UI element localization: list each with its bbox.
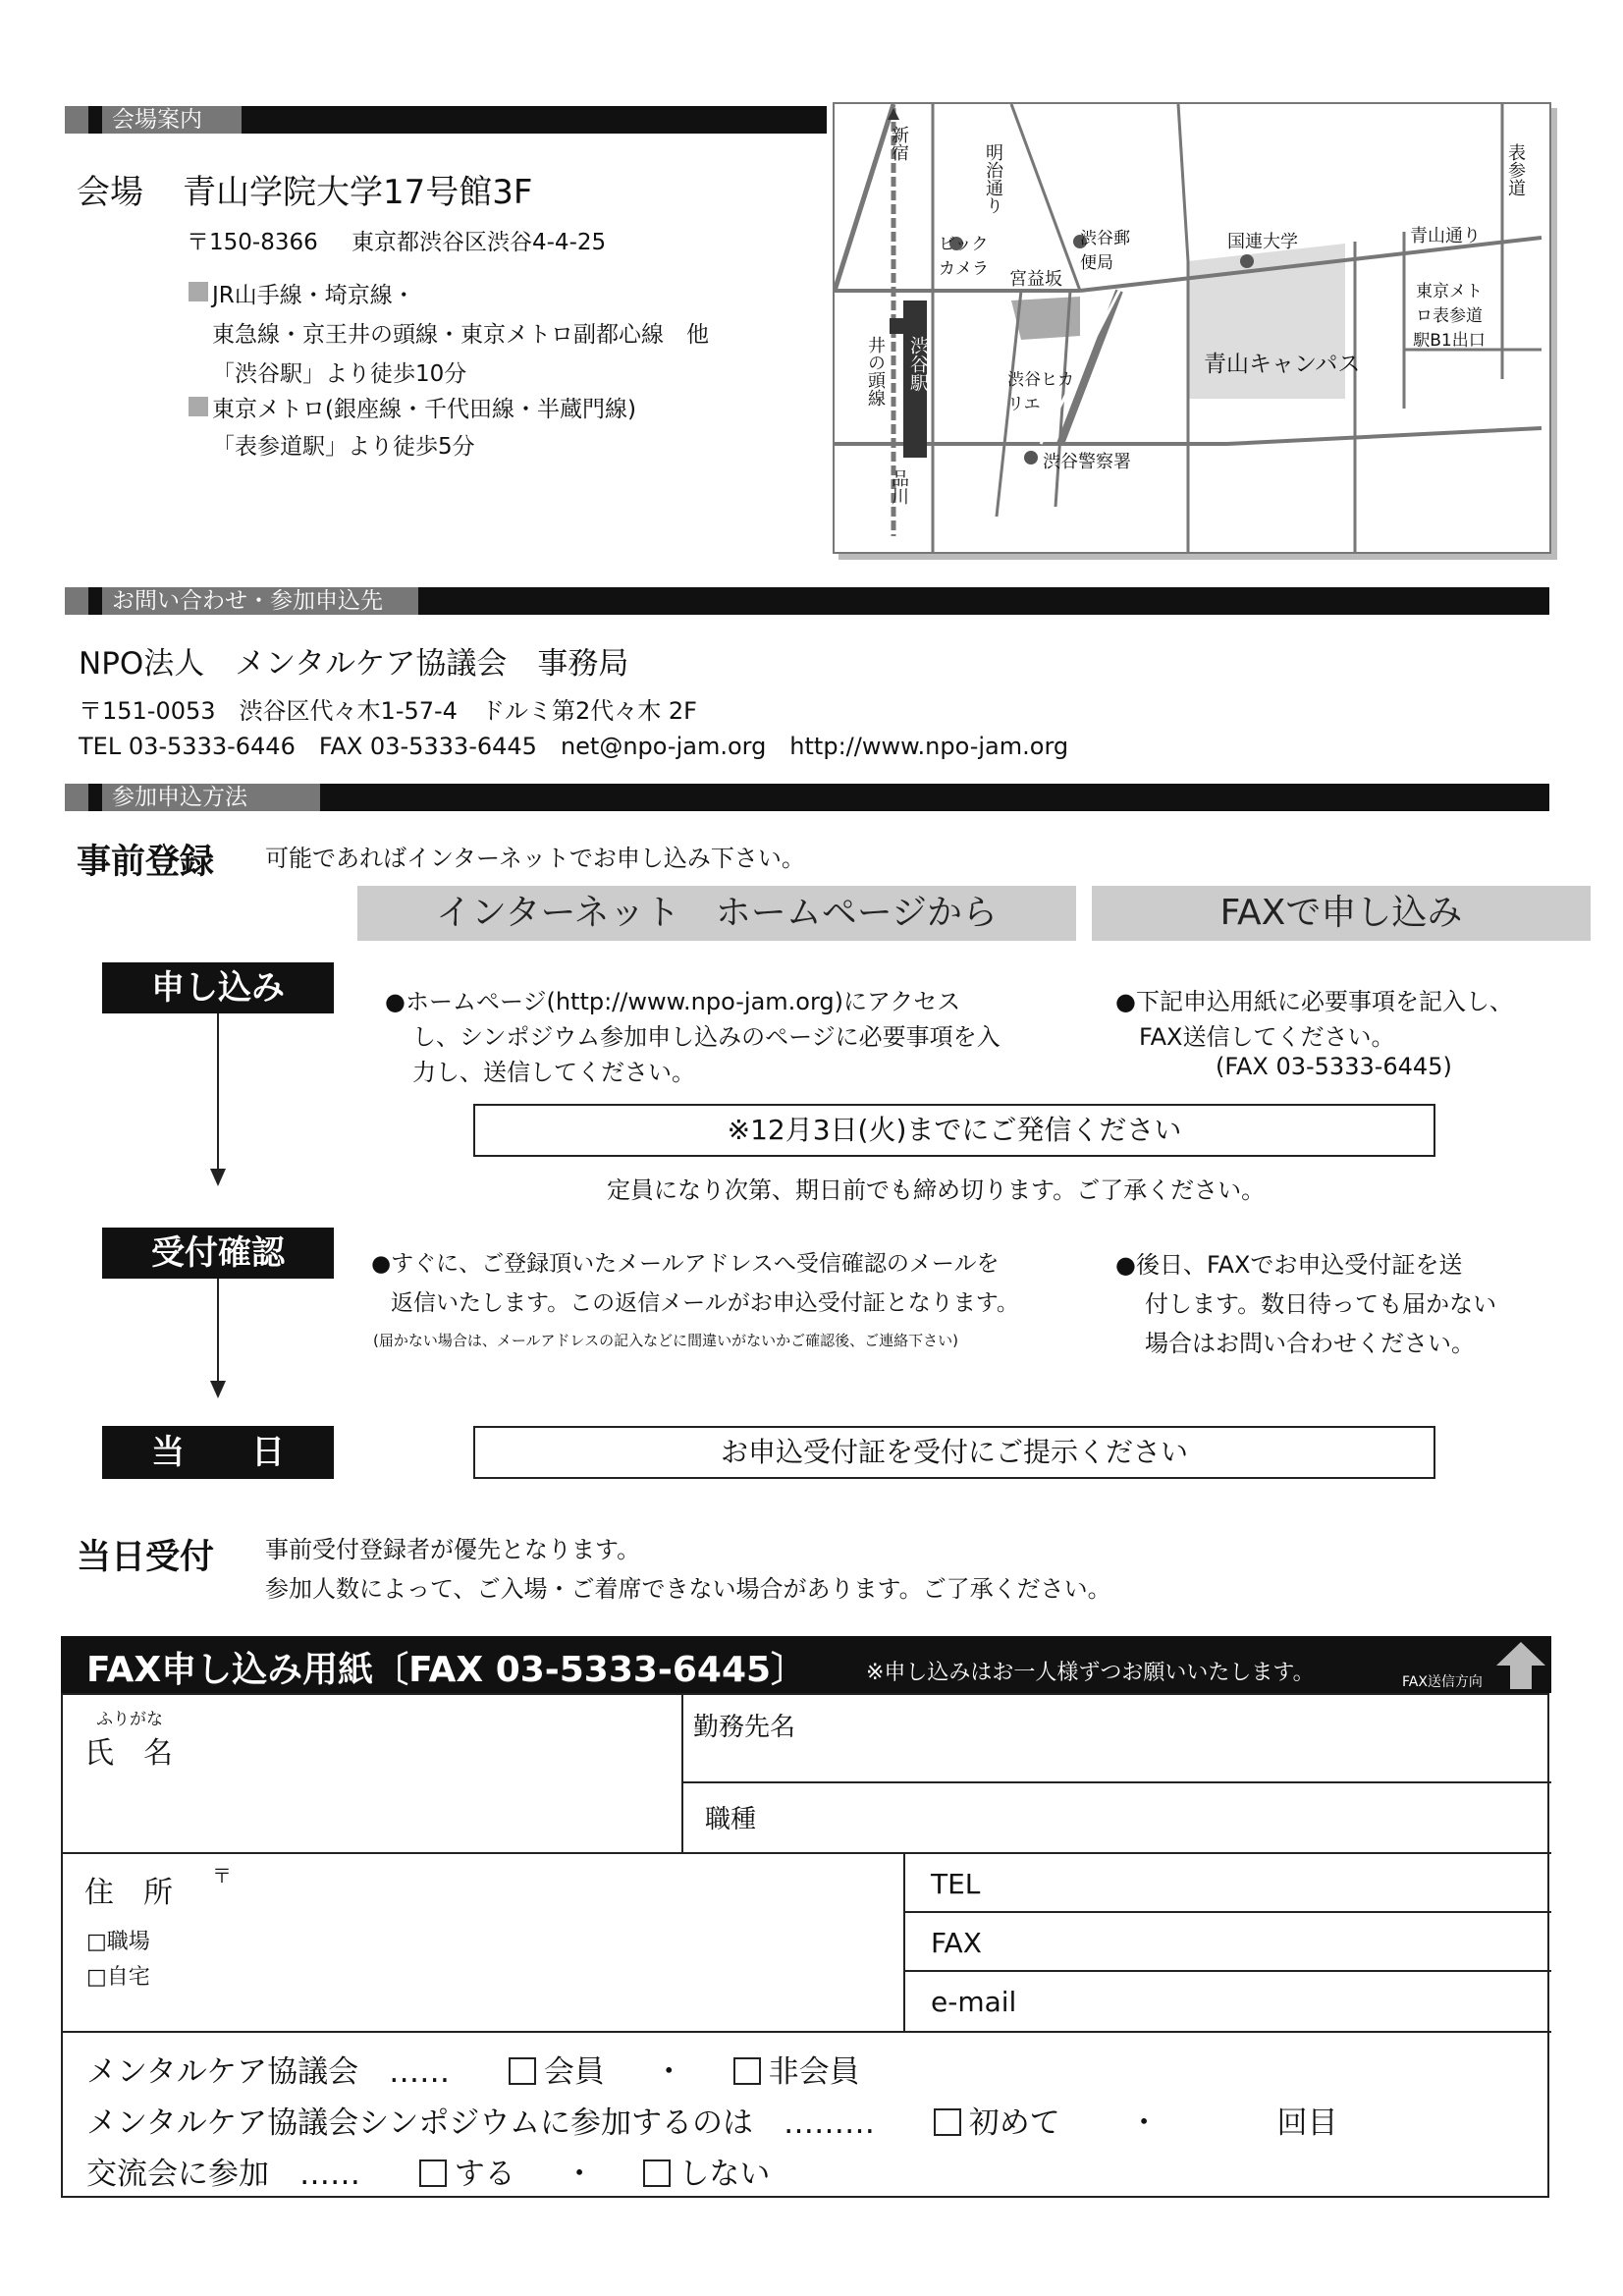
- map-inokashira: 井の頭線: [865, 336, 886, 407]
- fax-label[interactable]: FAX: [931, 1927, 982, 1959]
- q3-yes-checkbox[interactable]: [419, 2159, 447, 2187]
- divider-address-row: [61, 2031, 1551, 2033]
- venue-access-4: 東京メトロ(銀座線・千代田線・半蔵門線): [212, 397, 636, 422]
- pre-text: 可能であればインターネットでお申し込み下さい。: [265, 845, 805, 872]
- step1-fax-3: (FAX 03-5333-6445): [1216, 1053, 1452, 1080]
- divider-name-workplace: [681, 1693, 683, 1854]
- venue-label: 会場: [77, 173, 143, 212]
- map-shinjuku: 新宿: [889, 126, 909, 161]
- contact-address: 〒151-0053 渋谷区代々木1-57-4 ドルミ第2代々木 2F: [79, 697, 697, 725]
- q2-label: メンタルケア協議会シンポジウムに参加するのは ………: [86, 2105, 876, 2141]
- step2-fax-3: 場合はお問い合わせください。: [1145, 1330, 1475, 1357]
- step1-arrow-line: [217, 1013, 219, 1171]
- form-title: FAX申し込み用紙〔FAX 03-5333-6445〕: [86, 1650, 807, 1690]
- step3-box: お申込受付証を受付にご提示ください: [473, 1426, 1435, 1479]
- form-direction: FAX送信方向: [1402, 1674, 1483, 1690]
- step1-label: 申し込み: [102, 962, 334, 1013]
- map-campus: 青山キャンパス: [1204, 352, 1361, 377]
- map-shibuya-post: 渋谷郵便局: [1080, 229, 1130, 273]
- map-hikarie: 渋谷ヒカリエ: [1007, 370, 1074, 414]
- fax-direction-arrow-icon: [1494, 1640, 1547, 1695]
- q2-sep: ・: [1128, 2105, 1160, 2141]
- venue-access-2: 東急線・京王井の頭線・東京メトロ副都心線 他: [212, 322, 709, 348]
- map-omotesando: 表参道: [1505, 143, 1526, 196]
- q3-yes-label: する: [454, 2157, 515, 2192]
- divider-name-row: [61, 1852, 1551, 1854]
- venue-access-1: JR山手線・埼京線・: [212, 283, 415, 308]
- q1-label: メンタルケア協議会 ……: [86, 2054, 451, 2090]
- fax-header: FAXで申し込み: [1092, 886, 1591, 941]
- contact-org: NPO法人 メンタルケア協議会 事務局: [79, 646, 629, 682]
- furigana-label: ふりがな: [96, 1710, 163, 1729]
- q2-row: [86, 2098, 1338, 2142]
- venue-map: [833, 102, 1551, 554]
- q2-first-checkbox[interactable]: [934, 2108, 961, 2136]
- map-aoyama-dori: 青山通り: [1410, 226, 1481, 246]
- sameday-1: 事前受付登録者が優先となります。: [265, 1536, 641, 1563]
- q1-nonmember-checkbox[interactable]: [733, 2057, 761, 2085]
- divider-tel-fax: [903, 1911, 1551, 1913]
- method-section-label: 参加申込方法: [65, 784, 320, 811]
- step2-arrowhead: [210, 1381, 226, 1398]
- q3-no-label: しない: [678, 2157, 771, 2192]
- name-label[interactable]: 氏 名: [84, 1736, 173, 1771]
- step2-internet-2: 返信いたします。この返信メールがお申込受付証となります。: [391, 1290, 1019, 1316]
- tel-label[interactable]: TEL: [931, 1868, 981, 1900]
- map-kokuren: 国連大学: [1227, 232, 1298, 252]
- q2-first-label: 初めて: [968, 2105, 1060, 2141]
- map-miyamasuzaka: 宮益坂: [1009, 269, 1062, 290]
- q1-sep: ・: [653, 2054, 684, 2090]
- step1-fax-2: FAX送信してください。: [1139, 1023, 1395, 1051]
- q3-sep: ・: [564, 2157, 595, 2192]
- contact-section-bar: [65, 587, 1549, 615]
- method-section-bar: [65, 784, 1549, 811]
- step1-internet-1: ●ホームページ(http://www.npo-jam.org)にアクセス: [385, 988, 961, 1015]
- step1-fax-1: ●下記申込用紙に必要事項を記入し、: [1115, 988, 1513, 1015]
- q1-member-checkbox[interactable]: [509, 2057, 536, 2085]
- step1-internet-3: 力し、送信してください。: [412, 1059, 695, 1086]
- venue-access-5: 「表参道駅」より徒歩5分: [212, 434, 475, 460]
- step1-internet-2: し、シンポジウム参加申し込みのページに必要事項を入: [412, 1023, 1001, 1051]
- step2-fax-2: 付します。数日待っても届かない: [1145, 1290, 1497, 1318]
- step3-label: 当 日: [102, 1426, 334, 1479]
- opt-home-checkbox[interactable]: □自宅: [86, 1965, 150, 1990]
- venue-name: 青山学院大学17号館3F: [183, 173, 533, 212]
- step2-internet-1: ●すぐに、ご登録頂いたメールアドレスへ受信確認のメールを: [371, 1251, 1000, 1277]
- q2-times-label[interactable]: 回目: [1276, 2105, 1338, 2141]
- address-postal-mark: 〒: [212, 1864, 232, 1887]
- map-police: 渋谷警察署: [1043, 452, 1131, 472]
- divider-address-contact: [903, 1854, 905, 2033]
- step2-internet-3: (届かない場合は、メールアドレスの記入などに間違いがないかご確認後、ご連絡下さい): [373, 1332, 958, 1349]
- contact-section-label: お問い合わせ・参加申込先: [65, 587, 418, 615]
- access-square-2: [189, 397, 208, 416]
- internet-header: インターネット ホームページから: [357, 886, 1076, 941]
- contact-tel-fax: TEL 03-5333-6446 FAX 03-5333-6445 net@npo-jam.org http://www.npo-jam.org: [79, 733, 1069, 760]
- map-metro-exit: 東京メトロ表参道駅B1出口: [1413, 282, 1486, 351]
- venue-access-3: 「渋谷駅」より徒歩10分: [212, 361, 467, 387]
- form-note: ※申し込みはお一人様ずつお願いいたします。: [866, 1661, 1315, 1685]
- map-meiji-dori: 明治通り: [983, 143, 1003, 214]
- job-label[interactable]: 職種: [705, 1805, 757, 1834]
- q1-row: [86, 2047, 860, 2091]
- map-shibuya-station: 渋谷駅: [907, 336, 929, 392]
- q3-row: [86, 2149, 770, 2193]
- sameday-title: 当日受付: [77, 1538, 215, 1577]
- map-bic-camera: ビックカメラ: [939, 235, 989, 279]
- form-header: [61, 1636, 1551, 1693]
- divider-workplace-job: [681, 1781, 1551, 1783]
- pre-title: 事前登録: [77, 843, 215, 882]
- divider-fax-email: [903, 1970, 1551, 1972]
- venue-section-label: 会場案内: [65, 106, 242, 134]
- q3-label: 交流会に参加 ……: [86, 2157, 360, 2192]
- step2-arrow-line: [217, 1279, 219, 1383]
- venue-section-bar: [65, 106, 827, 134]
- step1-arrowhead: [210, 1169, 226, 1186]
- step2-fax-1: ●後日、FAXでお申込受付証を送: [1115, 1251, 1463, 1279]
- sameday-2: 参加人数によって、ご入場・ご着席できない場合があります。ご了承ください。: [265, 1575, 1111, 1603]
- q1-member-label: 会員: [543, 2054, 605, 2090]
- access-square-1: [189, 282, 208, 301]
- q3-no-checkbox[interactable]: [643, 2159, 671, 2187]
- map-shinagawa: 品川: [889, 469, 909, 505]
- q1-nonmember-label: 非会員: [768, 2054, 860, 2090]
- deadline-note: 定員になり次第、期日前でも締め切ります。ご了承ください。: [607, 1176, 1266, 1204]
- step2-label: 受付確認: [102, 1228, 334, 1279]
- opt-work-checkbox[interactable]: □職場: [86, 1930, 150, 1954]
- deadline-box: ※12月3日(火)までにご発信ください: [473, 1104, 1435, 1157]
- address-label[interactable]: 住 所: [84, 1876, 173, 1910]
- email-label[interactable]: e-mail: [931, 1986, 1017, 2018]
- workplace-label[interactable]: 勤務先名: [693, 1713, 796, 1742]
- venue-postal: 〒150-8366: [187, 230, 318, 255]
- venue-address: 東京都渋谷区渋谷4-4-25: [352, 230, 607, 255]
